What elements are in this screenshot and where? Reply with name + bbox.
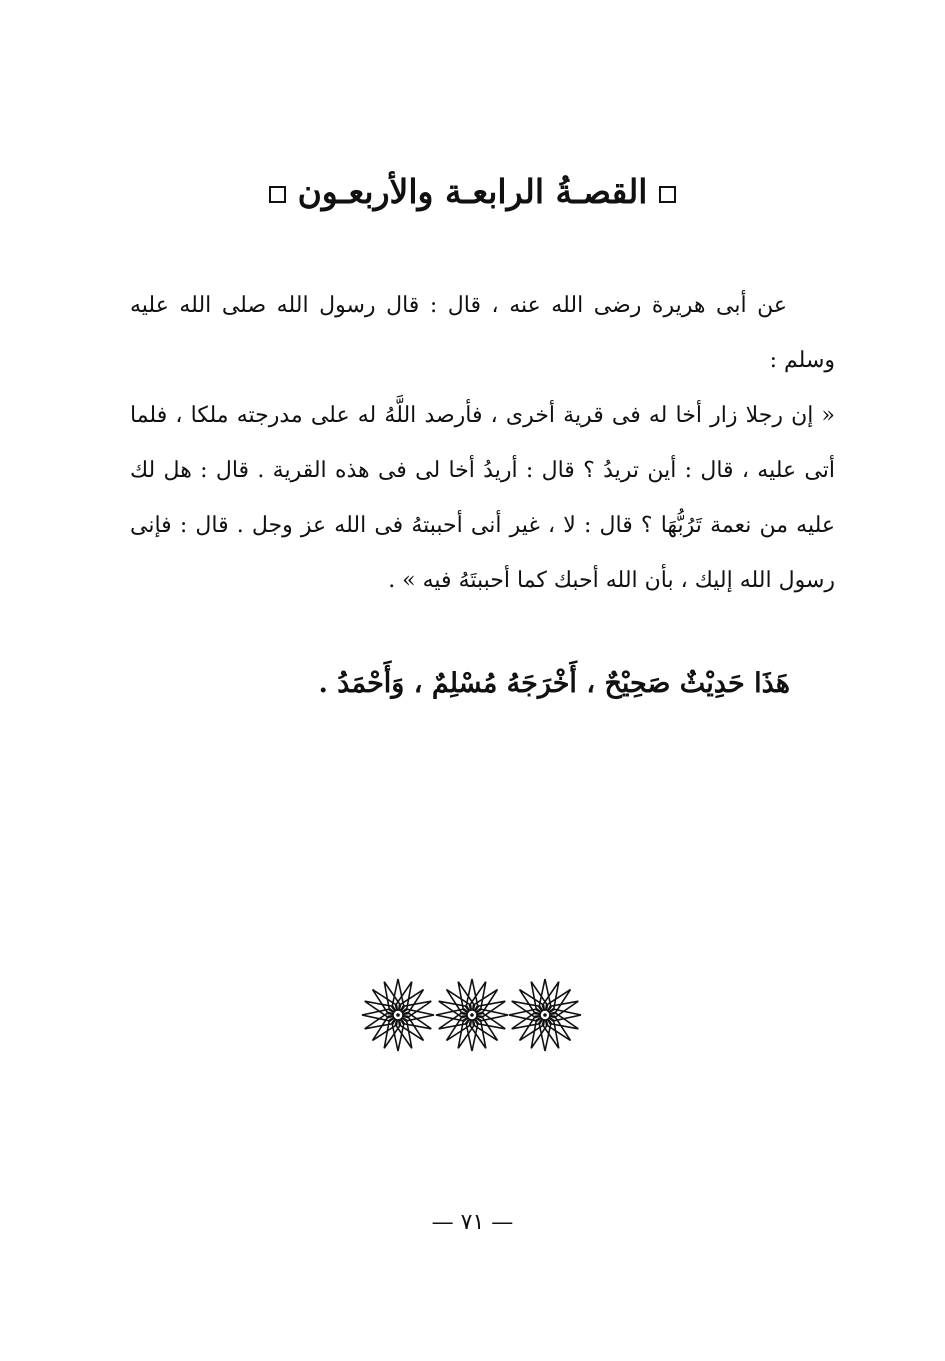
story-title <box>0 168 945 216</box>
square-bullet-icon <box>269 186 286 203</box>
flower-ornament-icon <box>362 979 434 1051</box>
narration-intro: عن أبى هريرة رضى الله عنه ، قال : قال رسول الله صلى الله عليه وسلم : <box>130 293 835 373</box>
page-number: — ٧١ — <box>431 1210 514 1235</box>
story-title-text: القصـةُ الرابعـة والأربعـون <box>297 172 648 211</box>
hadith-text: « إن رجلا زار أخا له فى قرية أخرى ، فأرصد اللَّهُ له على مدرجته ملكا ، فلما أتى عليه ، قال : أين تريدُ ؟ قال : أريدُ أخا لى فى هذه القرية . قال : هل لك عليه من نعمة تَرُبُّهَا ؟ قال : لا ، غير أنى أحببتهُ فى الله عز وجل . قال : فإنى رسول الله إليك ، بأن الله أحبك كما أحببتَهُ فيه » . <box>130 403 835 593</box>
square-bullet-icon <box>659 186 676 203</box>
hadith-authentication-note: هَذَا حَدِيْثٌ صَحِيْحٌ ، أَخْرَجَهُ مُسْلِمٌ ، وَأَحْمَدُ . <box>318 668 790 699</box>
flower-ornament-icon <box>436 979 508 1051</box>
decorative-ornament <box>355 975 590 1055</box>
story-body <box>130 278 835 608</box>
flower-ornament-icon <box>509 979 581 1051</box>
